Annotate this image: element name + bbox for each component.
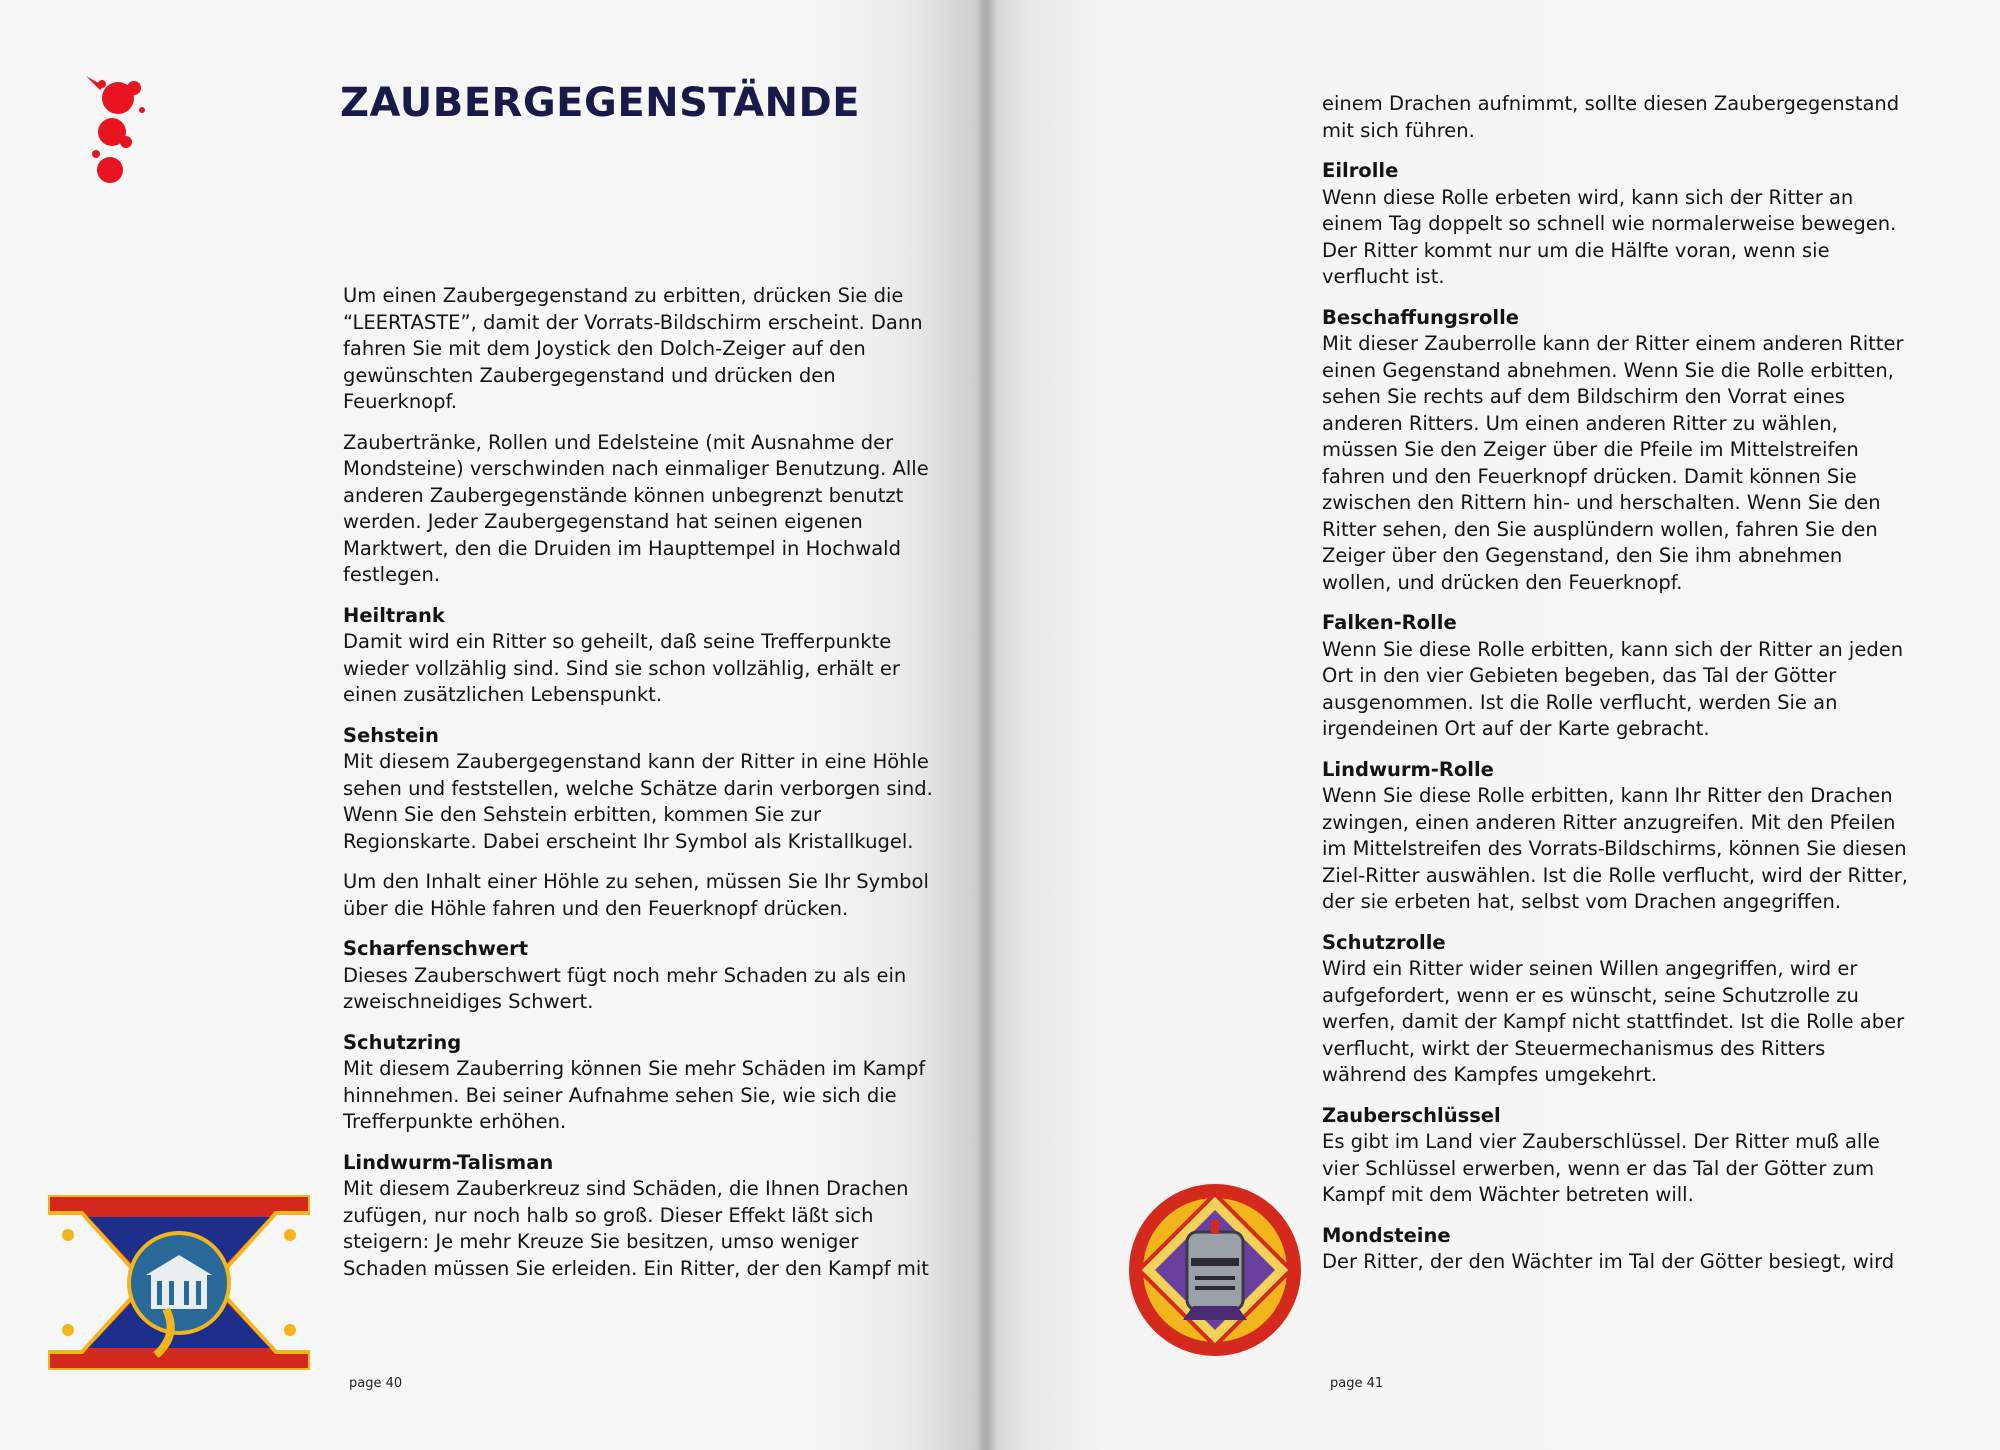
entry-heading: Schutzrolle xyxy=(1322,930,1446,954)
entry-heading: Beschaffungsrolle xyxy=(1322,305,1520,329)
entry-text: Es gibt im Land vier Zauberschlüssel. Der Ritter muß alle vier Schlüssel erwerben, wenn er das Tal der Götter zum Kampf mit dem Wächter betreten will. xyxy=(1322,1130,1880,1206)
entry-heading: Zauberschlüssel xyxy=(1322,1103,1501,1127)
page-title: ZAUBERGEGENSTÄNDE xyxy=(340,80,861,126)
entry-beschaffungsrolle xyxy=(1322,305,1912,597)
entry-heading: Lindwurm-Talisman xyxy=(343,1150,554,1174)
left-column xyxy=(343,283,933,1296)
entry-text: Damit wird ein Ritter so geheilt, daß seine Trefferpunkte wieder vollzählig sind. Sind sie schon vollzählig, erhält er einen zusätzlichen Lebenspunkt. xyxy=(343,630,900,706)
entry-text: Dieses Zauberschwert fügt noch mehr Schaden zu als ein zweischneidiges Schwert. xyxy=(343,963,907,1013)
intro-paragraph: Um einen Zaubergegenstand zu erbitten, drücken Sie die “LEERTASTE”, damit der Vorrats-Bildschirm erscheint. Dann fahren Sie mit dem Joystick den Dolch-Zeiger auf den gewünschten Zaubergegenstand und drücken den Feuerknopf. xyxy=(343,284,923,413)
entry-eilrolle xyxy=(1322,158,1912,291)
entry-text: Um den Inhalt einer Höhle zu sehen, müssen Sie Ihr Symbol über die Höhle fahren und den Feuerknopf drücken. xyxy=(343,870,929,920)
page-number-left: page 40 xyxy=(349,1376,403,1391)
entry-heading: Falken-Rolle xyxy=(1322,611,1457,634)
entry-text: Wenn diese Rolle erbeten wird, kann sich der Ritter an einem Tag doppelt so schnell wie normalerweise bewegen. Der Ritter kommt nur um die Hälfte voran, wenn sie verflucht ist. xyxy=(1322,185,1897,288)
entry-text: Der Ritter, der den Wächter im Tal der Götter besiegt, wird xyxy=(1322,1250,1895,1273)
entry-schutzrolle xyxy=(1322,930,1912,1089)
entry-heading: Eilrolle xyxy=(1322,159,1399,182)
entry-lindwurm-talisman xyxy=(343,1150,933,1283)
entry-scharfenschwert xyxy=(343,936,933,1016)
entry-falken-rolle xyxy=(1322,610,1912,743)
intro-paragraph: Zaubertränke, Rollen und Edelsteine (mit Ausnahme der Mondsteine) verschwinden nach einmaliger Benutzung. Alle anderen Zaubergegenstände können unbegrenzt benutzt werden. Jeder Zaubergegenstand hat seinen eigenen Marktwert, den die Druiden im Haupttempel in Hochwald festlegen. xyxy=(343,430,929,586)
entry-heading: Sehstein xyxy=(343,723,439,747)
entry-heading: Schutzring xyxy=(343,1030,462,1054)
entry-text: Mit diesem Zauberring können Sie mehr Schäden im Kampf hinnehmen. Bei seiner Aufnahme sehen Sie, wie sich die Trefferpunkte erhöhen. xyxy=(343,1057,926,1133)
entry-text: Mit diesem Zaubergegenstand kann der Ritter in eine Höhle sehen und feststellen, welche Schätze darin verborgen sind. Wenn Sie den Sehstein erbitten, kommen Sie zur Regionskarte. Dabei erscheint Ihr Symbol als Kristallkugel. xyxy=(343,750,933,853)
entry-heading: Scharfenschwert xyxy=(343,937,529,960)
entry-zauberschluessel xyxy=(1322,1103,1912,1209)
left-page xyxy=(0,0,985,1450)
entry-lindwurm-rolle xyxy=(1322,757,1912,916)
entry-text: Wird ein Ritter wider seinen Willen angegriffen, wird er aufgefordert, wenn er es wünscht, seine Schutzrolle zu werfen, damit der Kampf nicht stattfindet. Ist die Rolle aber verflucht, wirkt der Steuermechanismus des Ritters während des Kampfes umgekehrt. xyxy=(1322,957,1905,1086)
entry-mondsteine xyxy=(1322,1223,1912,1276)
entry-text: Wenn Sie diese Rolle erbitten, kann Ihr Ritter den Drachen zwingen, einen anderen Ritter anzugreifen. Mit den Pfeilen im Mittelstreifen des Vorrats-Bildschirms, können Sie diesen Ziel-Ritter auswählen. Ist die Rolle verflucht, wird der Ritter, der sie erbeten hat, selbst vom Drachen angegriffen. xyxy=(1322,784,1908,913)
blood-splatter-icon xyxy=(82,70,162,200)
entry-text: Mit dieser Zauberrolle kann der Ritter einem anderen Ritter einen Gegenstand abnehmen. Wenn Sie die Rolle erbitten, sehen Sie rechts auf dem Bildschirm den Vorrat eines anderen Ritters. Um einen anderen Ritter zu wählen, müssen Sie den Zeiger über die Pfeile im Mittelstreifen fahren und den Feuerknopf drücken. Damit können Sie zwischen den Rittern hin- und herschalten. Wenn Sie den Ritter sehen, den Sie ausplündern wollen, fahren Sie den Zeiger über den Gegenstand, den Sie ihm abnehmen wollen, und drücken den Feuerknopf. xyxy=(1322,332,1904,594)
page-number-right: page 41 xyxy=(1330,1376,1384,1391)
right-page xyxy=(985,0,2000,1450)
entry-sehstein xyxy=(343,723,933,923)
entry-schutzring xyxy=(343,1030,933,1136)
entry-heiltrank xyxy=(343,603,933,709)
entry-heading: Heiltrank xyxy=(343,603,445,627)
knight-helmet-medallion-icon xyxy=(1125,1180,1305,1360)
entry-heading: Lindwurm-Rolle xyxy=(1322,757,1494,781)
entry-text: Wenn Sie diese Rolle erbitten, kann sich der Ritter an jeden Ort in den vier Gebieten begeben, das Tal der Götter ausgenommen. Ist die Rolle verflucht, werden Sie an irgendeinen Ort auf der Karte gebracht. xyxy=(1322,637,1904,740)
continuation-text: einem Drachen aufnimmt, sollte diesen Zaubergegenstand mit sich führen. xyxy=(1322,92,1900,142)
entry-heading: Mondsteine xyxy=(1322,1223,1451,1247)
illuminated-temple-letter-icon xyxy=(48,1195,310,1370)
right-column xyxy=(1322,91,1912,1290)
entry-text: Mit diesem Zauberkreuz sind Schäden, die Ihnen Drachen zufügen, nur noch halb so groß. Dieser Effekt läßt sich steigern: Je mehr Kreuze Sie besitzen, umso weniger Schaden müssen Sie erleiden. Ein Ritter, der den Kampf mit xyxy=(343,1177,929,1280)
